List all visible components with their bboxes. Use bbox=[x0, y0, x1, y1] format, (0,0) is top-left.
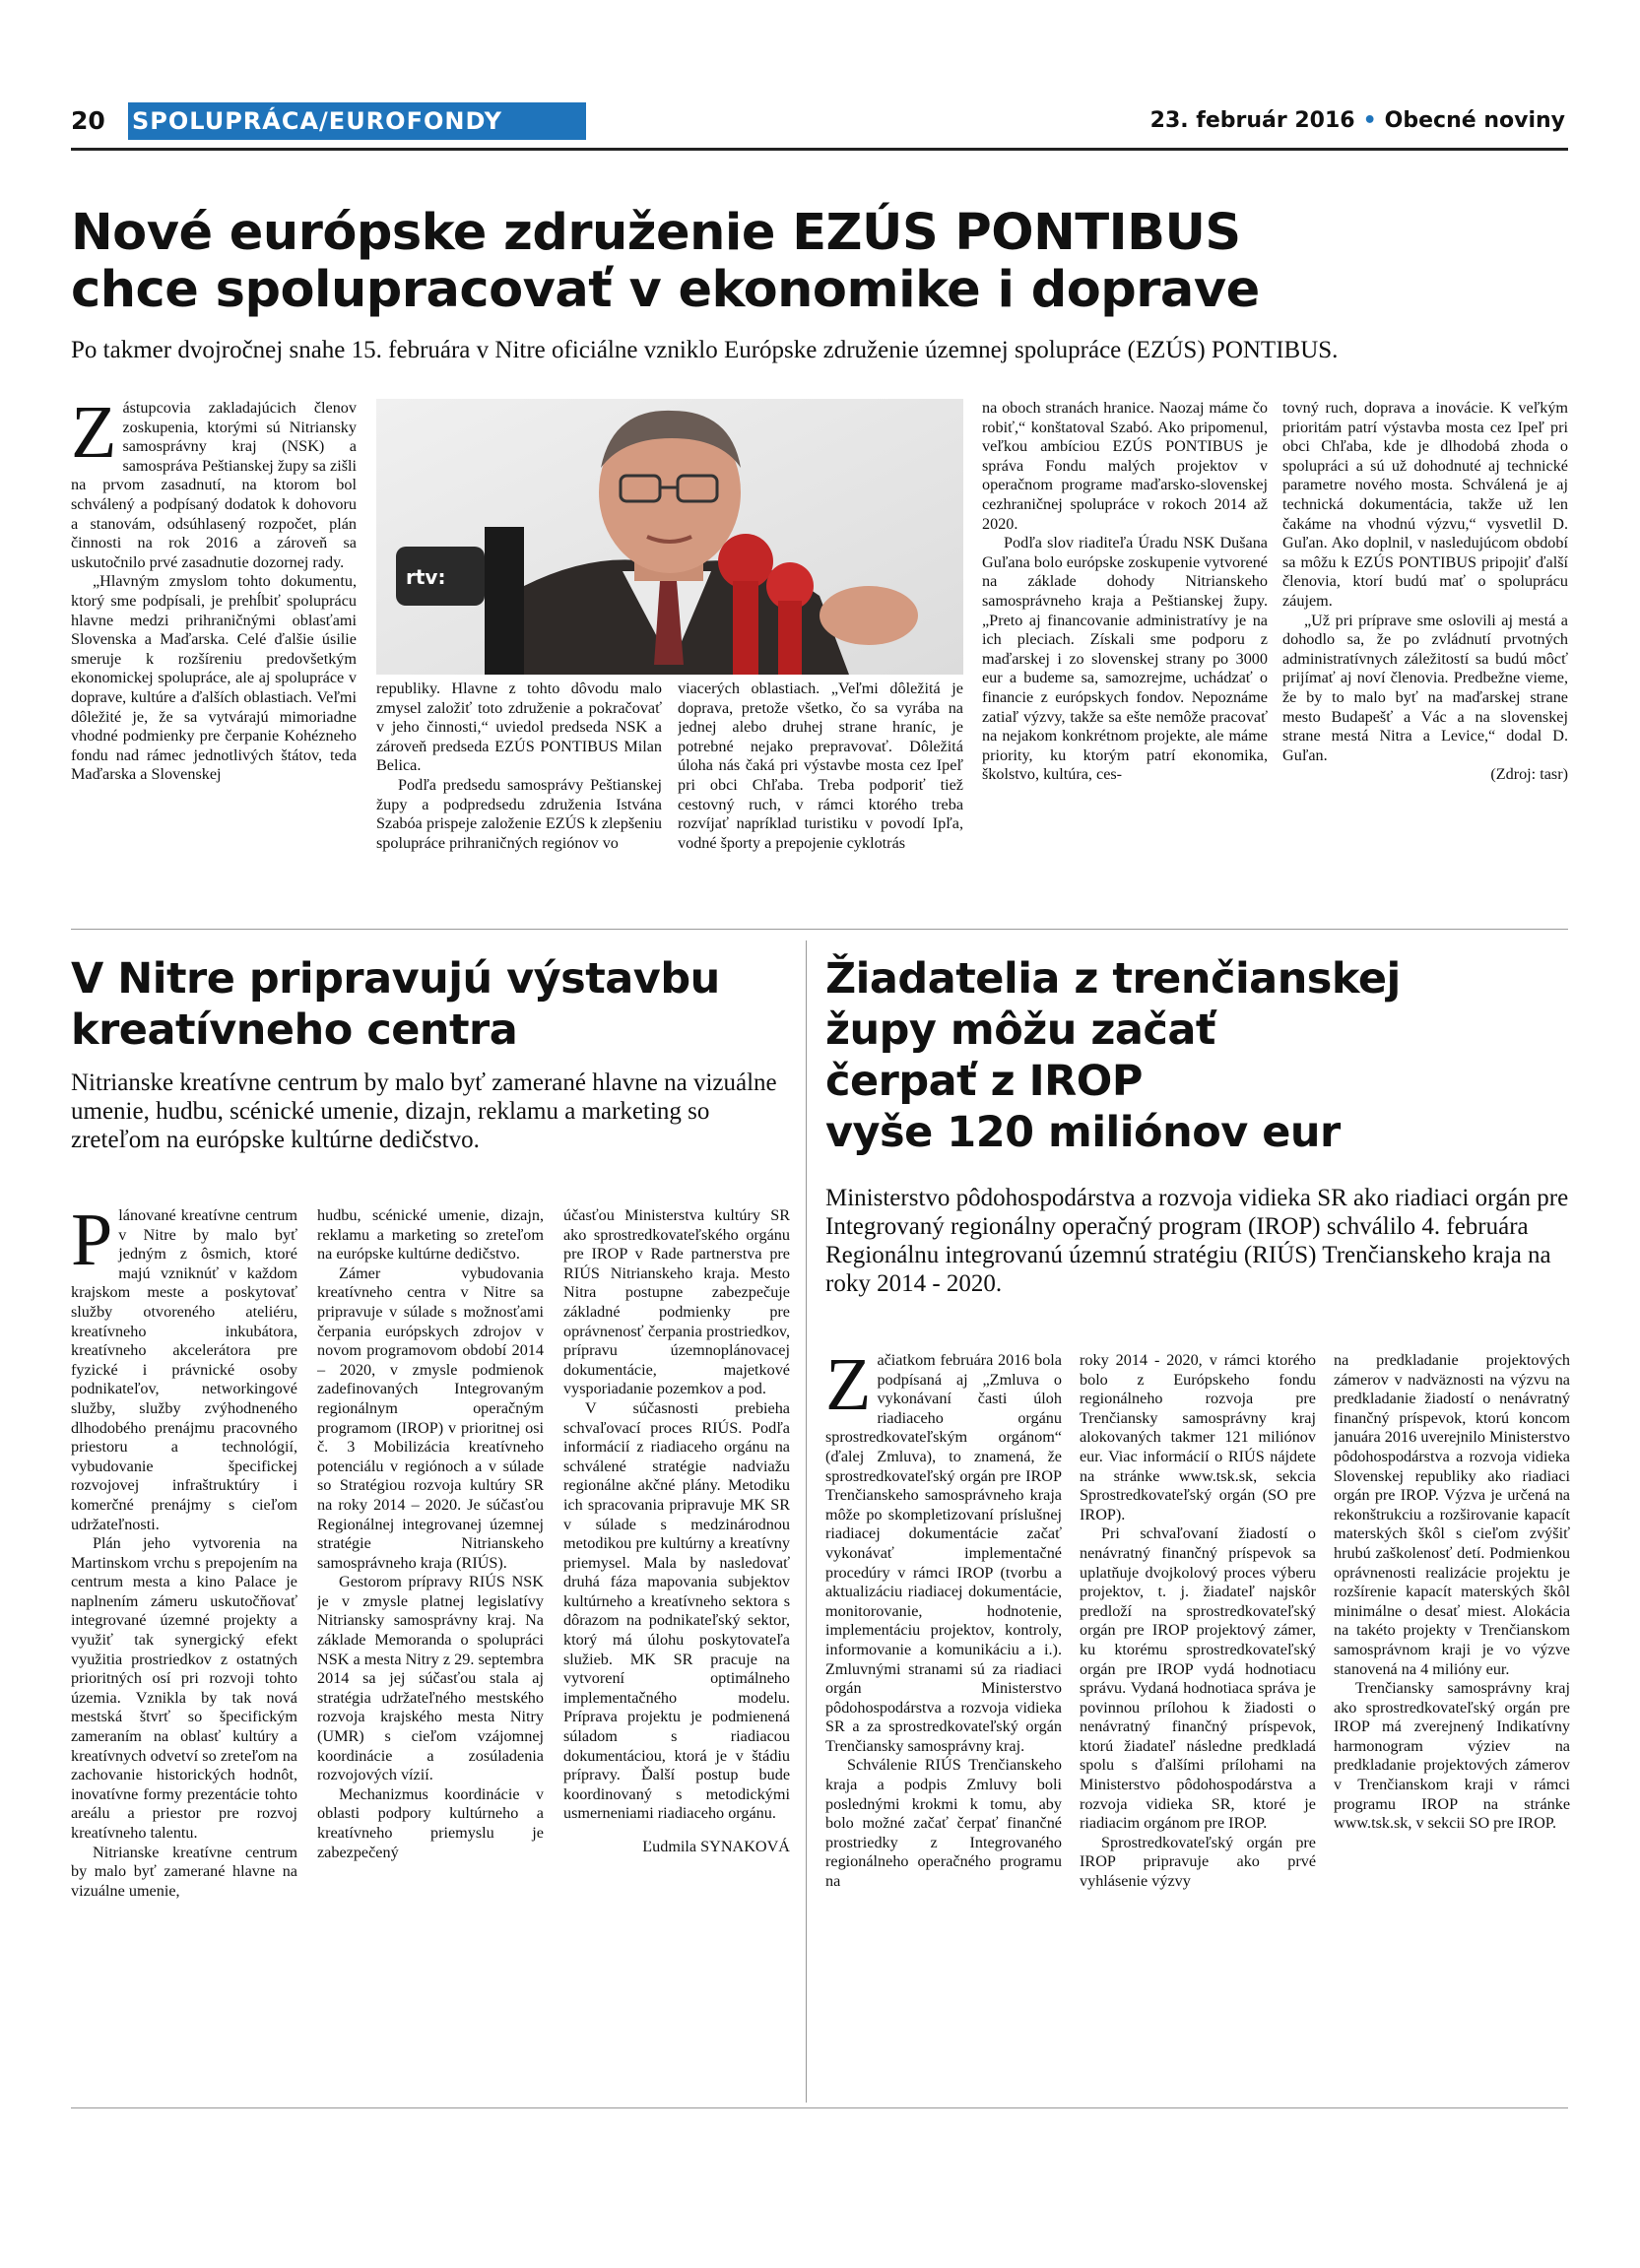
article2-lead: Nitrianske kreatívne centrum by malo byť zamerané hlavne na vizuálne umenie, hudbu, scénické umenie, dizajn, reklamu a marketing so zreteľom na európske kultúrne dedičstvo. bbox=[71, 1069, 777, 1153]
article2-paragraph: Mechanizmus koordinácie v oblasti podpory kultúrneho a kreatívneho priemyslu je zabezpečený bbox=[317, 1784, 544, 1861]
article2-paragraph: Zámer vybudovania kreatívneho centra v Nitre sa pripravuje v súlade s možnosťami čerpania európskych zdrojov v novom programovom období 2014 – 2020, v zmysle podmienok zadefinovaných Integrovaným regionálnym operačným programom (IROP) v prioritnej osi č. 3 Mobilizácia kreatívneho potenciálu v regiónoch a v súlade so Stratégiou rozvoja kultúry SR na roky 2014 – 2020. Je súčasťou Regionálnej integrovanej územnej stratégie Nitrianskeho samosprávneho kraja (RIÚS). bbox=[317, 1264, 544, 1572]
article2-headline bbox=[71, 953, 820, 1056]
article2-author: Ľudmila SYNAKOVÁ bbox=[642, 1838, 790, 1855]
article2-paragraph: účasťou Ministerstva kultúry SR ako sprostredkovateľského orgánu pre IROP v Rade partnerstva pre RIÚS Nitrianskeho kraja. Mesto Nitra postupne zabezpečuje základné podmienky pre oprávnenosť čerpania prostriedkov, prípravu územnoplánovacej dokumentácie, majetkové vysporiadanie pozemkov a pod. bbox=[563, 1206, 790, 1398]
article1-column-5 bbox=[1282, 399, 1568, 916]
mic-logo: rtv: bbox=[406, 565, 446, 589]
article3-paragraph: ačiatkom februára 2016 bola podpísaná aj „Zmluva o vykonávaní časti úloh riadiaceho orgánu sprostredkovateľským orgánom“ (ďalej Zmluva), to znamená, že sprostredkovateľský orgán pre IROP Trenčianskeho samosprávneho kraja môže po skompletizovaní príslušnej riadiacej dokumentácie začať vykonávať implementačné procedúry v rámci IROP (tvorbu a aktualizáciu riadiacej dokumentácie, monitorovanie, hodnotenie, implementáciu projektov, kontroly, informovanie a komunikáciu a i.). Zmluvnými stranami sú za riadiaci orgán Ministerstvo pôdohospodárstva a rozvoja vidieka SR a za sprostredkovateľský orgán Trenčiansky samosprávny kraj. bbox=[825, 1351, 1062, 1755]
article1-column-3 bbox=[678, 680, 963, 911]
article2-paragraph: Nitrianske kreatívne centrum by malo byť zamerané hlavne na vizuálne umenie, bbox=[71, 1843, 297, 1900]
article1-headline-line1: Nové európske združenie EZÚS PONTIBUS bbox=[71, 204, 1241, 262]
section-label: SPOLUPRÁCA/EUROFONDY bbox=[128, 102, 586, 140]
article2-paragraph: hudbu, scénické umenie, dizajn, reklamu a marketing so zreteľom na európske kultúrne dedičstvo. bbox=[317, 1206, 544, 1264]
article3-paragraph: Trenčiansky samosprávny kraj ako sprostredkovateľský orgán pre IROP má zverejnený Indikatívny harmonogram výziev na predkladanie projektových zámerov v Trenčianskom kraji v rámci programu IROP na stránke www.tsk.sk, v sekcii SO pre IROP. bbox=[1334, 1679, 1570, 1833]
article3-paragraph: Schválenie RIÚS Trenčianskeho kraja a podpis Zmluvy boli poslednými krokmi k tomu, aby bolo možné začať čerpať finančné prostriedky z Integrovaného regionálneho operačného programu na bbox=[825, 1756, 1062, 1891]
drop-cap: Z bbox=[825, 1351, 872, 1426]
column-divider bbox=[806, 940, 807, 2103]
article2-paragraph: Gestorom prípravy RIÚS NSK je v zmysle platnej legislatívy Nitriansky samosprávny kraj. Na základe Memoranda o spolupráci NSK a mesta Nitry z 29. septembra 2014 sa jej súčasťou stala aj stratégia udržateľného mestského rozvoja krajského mesta Nitry (UMR) s cieľom vzájomnej koordinácie a zosúladenia rozvojových vízií. bbox=[317, 1573, 544, 1784]
article1-paragraph: republiky. Hlavne z tohto dôvodu malo zmysel založiť toto združenie a pokračovať v jeho činnosti,“ uviedol predseda NSK a zároveň predseda EZÚS PONTIBUS Milan Belica. bbox=[376, 680, 662, 775]
publication-name: Obecné noviny bbox=[1384, 108, 1565, 133]
article1-paragraph: „Hlavným zmyslom tohto dokumentu, ktorý sme podpísali, je prehĺbiť spoluprácu hlavne medzi prihraničnými oblasťami Slovenska a Maďarska. Celé ďalšie úsilie smeruje k rozšíreniu predovšetkým ekonomickej spolupráce, ale aj spolupráce v doprave, kultúre a ďalších oblastiach. Veľmi dôležité je, že sa vytvárajú mimoriadne vhodné podmienky pre čerpanie Kohézneho fondu nad rámec jednotlivých štátov, teda Maďarska a Slovenskej bbox=[71, 572, 357, 784]
article1-column-4 bbox=[982, 399, 1268, 911]
article3-lead: Ministerstvo pôdohospodárstva a rozvoja vidieka SR ako riadiaci orgán pre Integrovaný regionálny operačný program (IROP) schválilo 4. februára Regionálnu integrovanú územnú stratégiu (RIÚS) Trenčianskeho kraja na roky 2014 - 2020. bbox=[825, 1185, 1569, 1297]
page-number: 20 bbox=[71, 106, 105, 135]
article1-lead: Po takmer dvojročnej snahe 15. februára v Nitre oficiálne vzniklo Európske združenie územnej spolupráce (EZÚS) PONTIBUS. bbox=[71, 337, 1339, 363]
article3-paragraph: Sprostredkovateľský orgán pre IROP pripravuje ako prvé vyhlásenie výzvy bbox=[1080, 1833, 1316, 1891]
article2-paragraph: lánované kreatívne centrum v Nitre by malo byť jedným z ôsmich, ktoré majú vzniknúť v každom krajskom meste a poskytovať služby otvoreného ateliéru, kreatívneho inkubátora, kreatívneho akcelerátora pre fyzické i právnické osoby podnikateľov, networkingové služby, služby zvýhodneného dlhodobého prenájmu pracovného priestoru a technológií, vybudovanie špecifickej rozvojovej infraštruktúry i komerčné prenájmy s cieľom udržateľnosti. bbox=[71, 1206, 297, 1533]
article1-paragraph: tovný ruch, doprava a inovácie. K veľkým prioritám patrí výstavba mosta cez Ipeľ pri obci Chľaba, kde je dlhodobá zhoda o spolupráci a sú už dohodnuté aj technické parametre nového mosta. Schválená je aj technická dokumentácia, takže už len čakáme na vhodnú výzvu,“ vysvetlil D. Guľan. Ako doplnil, v nasledujúcom období sa môžu k EZÚS PONTIBUS pripojiť ďalší členovia, ktorí budú mať o spoluprácu záujem. bbox=[1282, 399, 1568, 610]
article1-paragraph: ástupcovia zakladajúcich členov zoskupenia, ktorými sú Nitriansky samosprávny kraj (NSK) a samospráva Peštianskej župy sa zišli na prvom zasadnutí, na ktorom bol schválený a podpísaný dodatok k dohovoru a stanovám, odsúhlasený rozpočet, plán činnosti na rok 2016 a zároveň sa uskutočnilo prvé zasadnutie dozornej rady. bbox=[71, 399, 357, 571]
article1-column-2 bbox=[376, 680, 662, 911]
article1-photo bbox=[376, 399, 963, 675]
drop-cap: Z bbox=[71, 399, 117, 474]
article1-paragraph: Podľa slov riaditeľa Úradu NSK Dušana Guľana bolo európske zoskupenie vytvorené na základe dohody Nitrianskeho samosprávneho kraja a Peštianskej župy. „Preto aj financovanie administratívy je na ich pleciach. Získali sme podporu z maďarskej i zo slovenskej strany po 3000 eur a budeme sa, samozrejme, uchádzať o financie z európskych fondov. Nepoznáme zatiaľ výzvy, takže sa ešte nemôže pracovať na nejakom konkrétnom projekte, ale máme priority, ku ktorým patrí ekonomika, školstvo, kultúra, ces- bbox=[982, 534, 1268, 784]
article1-paragraph: viacerých oblastiach. „Veľmi dôležitá je doprava, pretože všetko, čo sa vyrába na jednej alebo druhej strane hraníc, je potrebné nejako prepravovať. Dôležitá úloha nás čaká pri výstavbe mosta cez Ipeľ pri obci Chľaba. Treba podporiť tiež cestovný ruch, v rámci ktorého treba rozvíjať napríklad turistiku v povodí Ipľa, vodné športy a prepojenie cyklotrás bbox=[678, 680, 963, 852]
article2-headline-line1: V Nitre pripravujú výstavbu bbox=[71, 954, 720, 1004]
article1-headline-line2: chce spolupracovať v ekonomike i doprave bbox=[71, 261, 1260, 319]
article3-headline-line3: čerpať z IROP bbox=[825, 1057, 1143, 1106]
article3-headline bbox=[825, 953, 1574, 1158]
article2-column-2 bbox=[317, 1206, 544, 2098]
footer-rule bbox=[71, 2107, 1568, 2108]
section-divider bbox=[71, 929, 1568, 930]
portrait-photo bbox=[376, 399, 963, 675]
issue-date: 23. február 2016 bbox=[1149, 108, 1355, 133]
masthead-info bbox=[1150, 108, 1565, 133]
article1-credit: (Zdroj: tasr) bbox=[1490, 765, 1568, 784]
article1-paragraph: Podľa predsedu samosprávy Peštianskej župy a podpredsedu združenia Istvána Szabóa prispeje založenie EZÚS k zlepšeniu spolupráce prihraničných regiónov vo bbox=[376, 775, 662, 852]
article3-paragraph: Pri schvaľovaní žiadostí o nenávratný finančný príspevok sa uplatňuje dvojkolový proces výberu projektov, t. j. žiadateľ najskôr predloží na sprostredkovateľský orgán pre IROP projektový zámer, ku ktorému sprostredkovateľský orgán pre IROP vydá hodnotiacu správu. Vydaná hodnotiaca správa je povinnou prílohou k žiadosti o nenávratný finančný príspevok, ktorú žiadateľ následne predkladá spolu s ďalšími prílohami na Ministerstvo pôdohospodárstva a rozvoja vidieka SR, ktoré je riadiacim orgánom pre IROP. bbox=[1080, 1524, 1316, 1833]
article1-paragraph: na oboch stranách hranice. Naozaj máme čo robiť,“ konštatoval Szabó. Ako pripomenul, veľkou ambíciou EZÚS PONTIBUS je správa Fondu malých projektov v operačnom programe maďarsko-slovenskej cezhraničnej spolupráce v rokoch 2014 až 2020. bbox=[982, 399, 1268, 533]
article3-headline-line1: Žiadatelia z trenčianskej bbox=[825, 954, 1401, 1004]
article3-paragraph: na predkladanie projektových zámerov v nadväznosti na výzvu na predkladanie žiadostí o nenávratný finančný príspevok, ktorú koncom januára 2016 uverejnilo Ministerstvo pôdohospodárstva a rozvoja vidieka Slovenskej republiky ako riadiaci orgán pre IROP. Výzva je určená na rekonštrukciu a rozširovanie kapacít materských škôl s cieľom zvýšiť hrubú zaškolenosť detí. Podmienkou oprávnenosti realizácie projektu je rozšírenie kapacít materských škôl minimálne o desať miest. Alokácia na takéto projekty v Trenčianskom samosprávnom kraji je vo výzve stanovená na 4 milióny eur. bbox=[1334, 1351, 1570, 1678]
article2-column-3 bbox=[563, 1206, 790, 2098]
article1-paragraph: „Už pri príprave sme oslovili aj mestá a dohodlo sa, že po zvládnutí prvotných administratívnych záležitostí sa budú môcť prijímať aj noví členovia. Predbežne vieme, že by to malo byť na maďarskej strane mesto Budapešť a Vác a na slovenskej strane mestá Nitra a Levice,“ dodal D. Guľan. bbox=[1282, 611, 1568, 764]
article2-paragraph: Plán jeho vytvorenia na Martinskom vrchu s prepojením na centrum mesta a kino Palace je naplnením zámeru uskutočňovať integrované územné projekty a využiť tak synergický efekt využitia prostriedkov z ostatných prioritných osí pri rozvoji tohto územia. Vznikla by tak nová mestská štvrť so špecifickým zameraním na oblasť kultúry a kreatívnych odvetví so zreteľom na zachovanie historických hodnôt, inovatívne formy prezentácie tohto areálu a priestor pre rozvoj kreatívneho talentu. bbox=[71, 1534, 297, 1842]
article3-headline-line4: vyše 120 miliónov eur bbox=[825, 1108, 1341, 1157]
drop-cap: P bbox=[71, 1206, 113, 1281]
header-rule bbox=[71, 148, 1568, 151]
article3-headline-line2: župy môžu začať bbox=[825, 1005, 1215, 1055]
article3-paragraph: roky 2014 - 2020, v rámci ktorého bolo z Európskeho fondu regionálneho rozvoja pre Trenčiansky samosprávny kraj alokovaných takmer 121 miliónov eur. Viac informácií o RIÚS nájdete na stránke www.tsk.sk, sekcia Sprostredkovateľský orgán (SO pre IROP). bbox=[1080, 1351, 1316, 1523]
article3-column-1 bbox=[825, 1351, 1062, 2100]
article1-column-1 bbox=[71, 399, 357, 911]
article3-column-3 bbox=[1334, 1351, 1570, 2100]
article2-column-1 bbox=[71, 1206, 297, 2098]
article2-paragraph: V súčasnosti prebieha schvaľovací proces RIÚS. Podľa informácií z riadiaceho orgánu na schválené stratégie nadviažu regionálne akčné plány. Metodiku ich spracovania pripravuje MK SR v súlade s medzinárodnou metodikou pre kultúrny a kreatívny priemysel. Mala by nasledovať druhá fáza mapovania subjektov kultúrneho a kreatívneho sektora s dôrazom na podnikateľský sektor, ktorý má úlohu poskytovateľa služieb. MK SR pracuje na vytvorení optimálneho implementačného modelu. Príprava projektu je podmienená súladom s riadiacou dokumentáciou, ktorá je v štádiu prípravy. Ďalší postup bude koordinovaný s metodickými usmerneniami riadiaceho orgánu. bbox=[563, 1398, 790, 1823]
article3-column-2 bbox=[1080, 1351, 1316, 2100]
article1-headline bbox=[71, 205, 1588, 319]
separator: • bbox=[1362, 108, 1377, 133]
article2-headline-line2: kreatívneho centra bbox=[71, 1005, 518, 1055]
